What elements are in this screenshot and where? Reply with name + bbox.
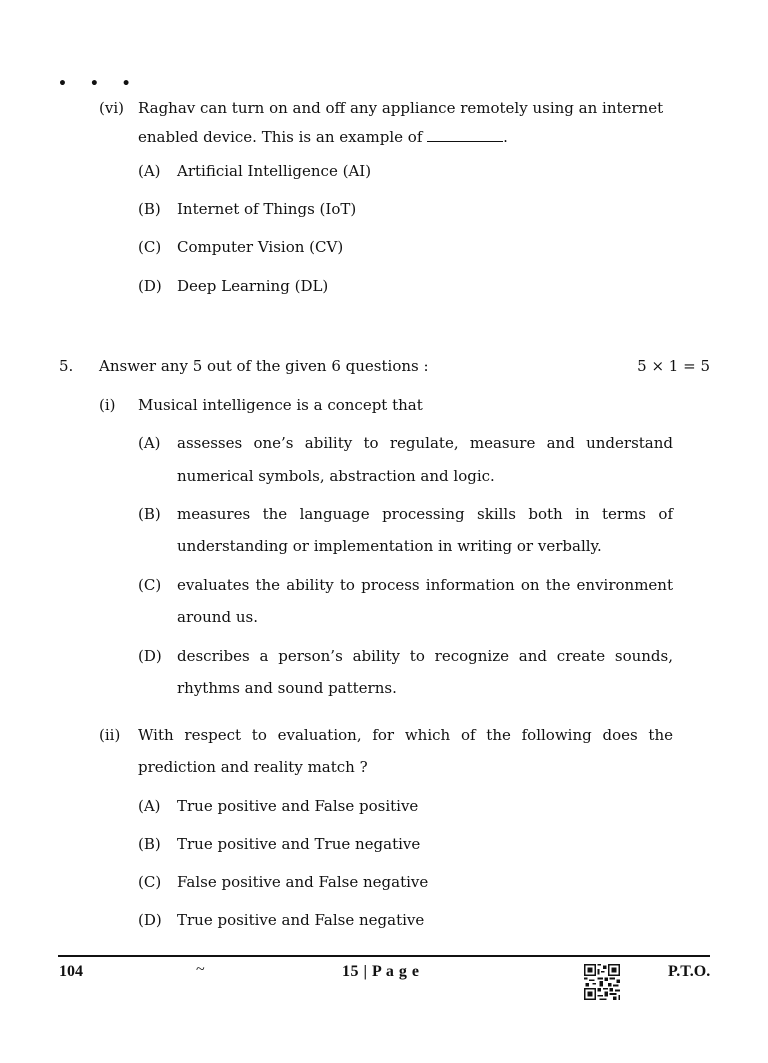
option-i-d-letter: (D)	[138, 647, 162, 665]
option-ii-a-text: True positive and False positive	[177, 797, 419, 815]
option-i-a-line2: numerical symbols, abstraction and logic.	[177, 467, 495, 485]
option-ii-d-letter: (D)	[138, 911, 162, 929]
option-i-a-line1: assesses one’s ability to regulate, measure and understand	[177, 434, 673, 452]
option-i-d-line1: describes a person’s ability to recognize and create sounds,	[177, 647, 673, 665]
option-ii-b-letter: (B)	[138, 835, 161, 853]
question-5-i-label: (i)	[99, 396, 116, 414]
option-i-b-line1: measures the language processing skills both in terms of	[177, 505, 673, 523]
question-5-ii-line1: With respect to evaluation, for which of the following does the	[138, 726, 673, 744]
question-5-number: 5.	[59, 357, 74, 375]
question-vi-line1: Raghav can turn on and off any appliance remotely using an internet	[138, 99, 664, 117]
option-vi-a-letter: (A)	[138, 162, 161, 180]
question-vi-line2-end: .	[503, 128, 508, 146]
question-5-i-stem: Musical intelligence is a concept that	[138, 396, 423, 414]
question-vi-line2-text: enabled device. This is an example of	[138, 128, 423, 146]
option-i-c-line1: evaluates the ability to process information on the environment	[177, 576, 673, 594]
option-ii-d-text: True positive and False negative	[177, 911, 425, 929]
option-ii-c-letter: (C)	[138, 873, 162, 891]
question-5-ii-line2: prediction and reality match ?	[138, 758, 368, 776]
question-5-marks: 5 × 1 = 5	[637, 357, 710, 375]
footer-rule	[58, 955, 710, 957]
question-5-ii-label: (ii)	[99, 726, 121, 744]
question-vi-line2	[138, 127, 508, 147]
option-i-b-line2: understanding or implementation in writing or verbally.	[177, 537, 602, 555]
option-vi-b-letter: (B)	[138, 200, 161, 218]
option-i-a-letter: (A)	[138, 434, 161, 452]
footer-tilde: ~	[196, 961, 205, 978]
option-i-d-line2: rhythms and sound patterns.	[177, 679, 397, 697]
option-vi-a-text: Artificial Intelligence (AI)	[177, 162, 372, 180]
please-turn-over: P.T.O.	[668, 963, 711, 980]
option-vi-c-text: Computer Vision (CV)	[177, 238, 344, 256]
question-5-instruction: Answer any 5 out of the given 6 questions :	[99, 357, 429, 375]
option-vi-b-text: Internet of Things (IoT)	[177, 200, 357, 218]
option-ii-c-text: False positive and False negative	[177, 873, 429, 891]
paper-code: 104	[59, 963, 83, 980]
option-ii-a-letter: (A)	[138, 797, 161, 815]
page-number: 15 | P a g e	[342, 963, 420, 980]
option-i-b-letter: (B)	[138, 505, 161, 523]
option-i-c-letter: (C)	[138, 576, 162, 594]
option-i-c-line2: around us.	[177, 608, 258, 626]
option-vi-d-letter: (D)	[138, 277, 162, 295]
option-ii-b-text: True positive and True negative	[177, 835, 421, 853]
answer-blank	[427, 127, 503, 142]
qr-code-icon	[584, 964, 620, 1000]
continuation-dots: • • •	[58, 76, 140, 92]
option-vi-d-text: Deep Learning (DL)	[177, 277, 329, 295]
question-vi-label: (vi)	[99, 99, 124, 117]
option-vi-c-letter: (C)	[138, 238, 162, 256]
